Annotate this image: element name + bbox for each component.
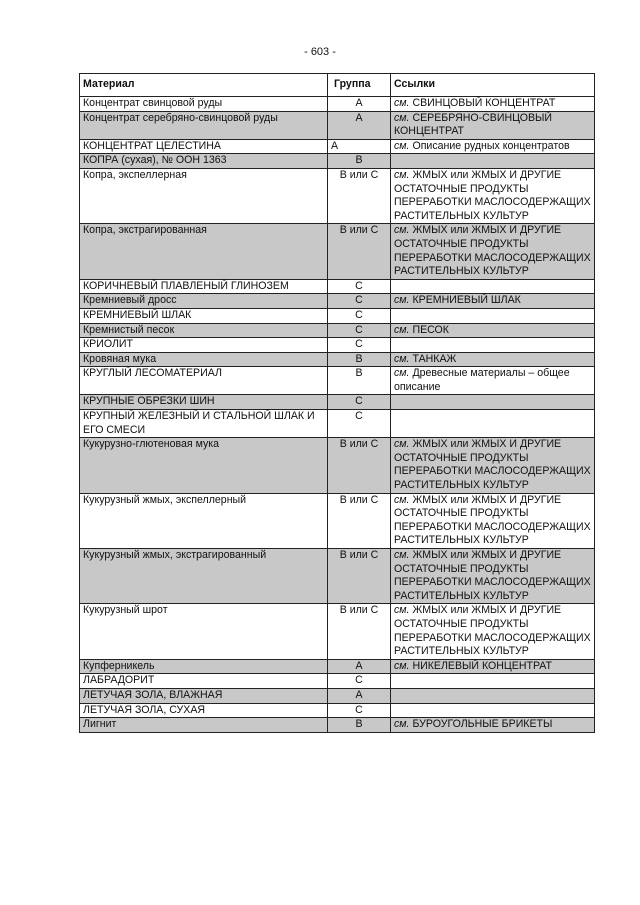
group-cell: C xyxy=(328,703,391,718)
refs-cell xyxy=(391,97,595,112)
see-also-marker: см. xyxy=(394,97,410,109)
material-cell: Кремниевый дросс xyxy=(80,294,328,309)
group-cell: A xyxy=(328,111,391,139)
reference-text: ЖМЫХ или ЖМЫХ И ДРУГИЕ ОСТАТОЧНЫЕ ПРОДУКТЫ ПЕРЕРАБОТКИ МАСЛОСОДЕРЖАЩИХ РАСТИТЕЛЬНЫХ КУЛЬТУР xyxy=(394,549,591,602)
group-cell: A xyxy=(328,659,391,674)
group-cell: B xyxy=(328,367,391,395)
group-cell: B xyxy=(328,352,391,367)
material-cell: КОРИЧНЕВЫЙ ПЛАВЛЕНЫЙ ГЛИНОЗЕМ xyxy=(80,279,328,294)
group-cell: B или C xyxy=(328,604,391,659)
group-cell: C xyxy=(328,294,391,309)
table-row xyxy=(80,154,595,169)
material-cell: Концентрат серебряно-свинцовой руды xyxy=(80,111,328,139)
see-also-marker: см. xyxy=(394,367,410,380)
refs-cell xyxy=(391,703,595,718)
material-cell: Кремнистый песок xyxy=(80,323,328,338)
material-cell: ЛАБРАДОРИТ xyxy=(80,674,328,689)
material-cell: КРУПНЫЕ ОБРЕЗКИ ШИН xyxy=(80,395,328,410)
see-also-marker: см. xyxy=(394,111,410,124)
material-cell: Копра, экстрагированная xyxy=(80,224,328,279)
refs-cell xyxy=(391,718,595,733)
refs-cell xyxy=(391,549,595,604)
refs-cell xyxy=(391,395,595,410)
reference-text: СЕРЕБРЯНО-СВИНЦОВЫЙ КОНЦЕНТРАТ xyxy=(394,111,553,138)
reference-text: ЖМЫХ или ЖМЫХ И ДРУГИЕ ОСТАТОЧНЫЕ ПРОДУКТЫ ПЕРЕРАБОТКИ МАСЛОСОДЕРЖАЩИХ РАСТИТЕЛЬНЫХ КУЛЬТУР xyxy=(394,493,591,547)
refs-cell xyxy=(391,688,595,703)
refs-cell xyxy=(391,308,595,323)
refs-cell xyxy=(391,604,595,659)
group-cell: C xyxy=(328,338,391,353)
group-cell: B или C xyxy=(328,168,391,223)
group-cell: B или C xyxy=(328,438,391,493)
table-row xyxy=(80,367,595,395)
refs-cell xyxy=(391,224,595,279)
material-cell: КРЕМНИЕВЫЙ ШЛАК xyxy=(80,308,328,323)
table-row xyxy=(80,438,595,493)
see-also-marker: см. xyxy=(394,659,410,672)
reference-text: ЖМЫХ или ЖМЫХ И ДРУГИЕ ОСТАТОЧНЫЕ ПРОДУКТЫ ПЕРЕРАБОТКИ МАСЛОСОДЕРЖАЩИХ РАСТИТЕЛЬНЫХ КУЛЬТУР xyxy=(394,604,591,658)
refs-cell xyxy=(391,168,595,223)
refs-cell xyxy=(391,410,595,438)
group-cell: B xyxy=(328,718,391,733)
refs-cell xyxy=(391,367,595,395)
table-row xyxy=(80,395,595,410)
material-cell: КРИОЛИТ xyxy=(80,338,328,353)
materials-table xyxy=(79,73,595,733)
page-number: - 603 - xyxy=(304,46,336,58)
group-cell: C xyxy=(328,395,391,410)
table-row xyxy=(80,549,595,604)
table-row xyxy=(80,97,595,112)
see-also-marker: см. xyxy=(394,224,410,237)
material-cell: КОПРА (сухая), № ООН 1363 xyxy=(80,154,328,169)
see-also-marker: см. xyxy=(394,323,410,336)
group-cell: C xyxy=(328,279,391,294)
see-also-marker: см. xyxy=(394,493,410,506)
refs-cell xyxy=(391,659,595,674)
reference-text: КРЕМНИЕВЫЙ ШЛАК xyxy=(409,294,521,307)
table-row xyxy=(80,352,595,367)
table-row xyxy=(80,493,595,548)
see-also-marker: см. xyxy=(394,352,410,365)
material-cell: Концентрат свинцовой руды xyxy=(80,97,328,112)
material-cell: ЛЕТУЧАЯ ЗОЛА, ВЛАЖНАЯ xyxy=(80,688,328,703)
group-cell: B или C xyxy=(328,549,391,604)
group-cell: A xyxy=(328,97,391,112)
group-cell: B или C xyxy=(328,224,391,279)
reference-text: Древесные материалы – общее описание xyxy=(394,367,570,393)
table-row xyxy=(80,139,595,154)
group-cell: C xyxy=(328,323,391,338)
material-cell: КОНЦЕНТРАТ ЦЕЛЕСТИНА xyxy=(80,139,328,154)
refs-cell xyxy=(391,438,595,493)
refs-cell xyxy=(391,294,595,309)
material-cell: Копра, экспеллерная xyxy=(80,168,328,223)
refs-cell xyxy=(391,352,595,367)
group-cell: C xyxy=(328,674,391,689)
material-cell: Кукурузный жмых, экспеллерный xyxy=(80,493,328,548)
see-also-marker: см. xyxy=(394,294,410,307)
refs-cell xyxy=(391,323,595,338)
table-row xyxy=(80,659,595,674)
refs-cell xyxy=(391,338,595,353)
group-cell: B xyxy=(328,154,391,169)
see-also-marker: см. xyxy=(394,168,410,181)
table-row xyxy=(80,688,595,703)
refs-cell xyxy=(391,111,595,139)
header-group: Группа xyxy=(328,74,391,97)
table-header-row xyxy=(80,74,595,97)
reference-text: БУРОУГОЛЬНЫЕ БРИКЕТЫ xyxy=(409,718,553,731)
table-row xyxy=(80,674,595,689)
table-row xyxy=(80,338,595,353)
table-row xyxy=(80,604,595,659)
table-row xyxy=(80,279,595,294)
material-cell: Кукурузно-глютеновая мука xyxy=(80,438,328,493)
refs-cell xyxy=(391,154,595,169)
reference-text: НИКЕЛЕВЫЙ КОНЦЕНТРАТ xyxy=(409,659,553,672)
material-cell: Лигнит xyxy=(80,718,328,733)
reference-text: ЖМЫХ или ЖМЫХ И ДРУГИЕ ОСТАТОЧНЫЕ ПРОДУКТЫ ПЕРЕРАБОТКИ МАСЛОСОДЕРЖАЩИХ РАСТИТЕЛЬНЫХ КУЛЬТУР xyxy=(394,168,591,222)
table-row xyxy=(80,308,595,323)
header-material: Материал xyxy=(80,74,328,97)
refs-cell xyxy=(391,674,595,689)
material-cell: ЛЕТУЧАЯ ЗОЛА, СУХАЯ xyxy=(80,703,328,718)
refs-cell xyxy=(391,493,595,548)
see-also-marker: см. xyxy=(394,718,410,731)
group-cell: A xyxy=(328,688,391,703)
table-row xyxy=(80,224,595,279)
group-cell: B или C xyxy=(328,493,391,548)
material-cell: КРУГЛЫЙ ЛЕСОМАТЕРИАЛ xyxy=(80,367,328,395)
see-also-marker: см. xyxy=(394,549,410,561)
reference-text: Описание рудных концентратов xyxy=(409,139,570,152)
material-cell: Кукурузный шрот xyxy=(80,604,328,659)
reference-text: ПЕСОК xyxy=(409,323,449,336)
material-cell: Купферникель xyxy=(80,659,328,674)
reference-text: ЖМЫХ или ЖМЫХ И ДРУГИЕ ОСТАТОЧНЫЕ ПРОДУКТЫ ПЕРЕРАБОТКИ МАСЛОСОДЕРЖАЩИХ РАСТИТЕЛЬНЫХ КУЛЬТУР xyxy=(394,224,591,278)
refs-cell xyxy=(391,139,595,154)
material-cell: КРУПНЫЙ ЖЕЛЕЗНЫЙ И СТАЛЬНОЙ ШЛАК И ЕГО СМЕСИ xyxy=(80,410,328,438)
group-cell: C xyxy=(328,308,391,323)
reference-text: ТАНКАЖ xyxy=(409,352,457,365)
refs-cell xyxy=(391,279,595,294)
header-refs: Ссылки xyxy=(391,74,595,97)
table-body xyxy=(80,97,595,733)
table-row xyxy=(80,410,595,438)
table-row xyxy=(80,323,595,338)
table-row xyxy=(80,168,595,223)
group-cell: A xyxy=(328,139,391,154)
material-cell: Кукурузный жмых, экстрагированный xyxy=(80,549,328,604)
table-row xyxy=(80,718,595,733)
see-also-marker: см. xyxy=(394,438,410,451)
reference-text: ЖМЫХ или ЖМЫХ И ДРУГИЕ ОСТАТОЧНЫЕ ПРОДУКТЫ ПЕРЕРАБОТКИ МАСЛОСОДЕРЖАЩИХ РАСТИТЕЛЬНЫХ КУЛЬТУР xyxy=(394,438,591,492)
see-also-marker: см. xyxy=(394,604,410,617)
group-cell: C xyxy=(328,410,391,438)
table-row xyxy=(80,703,595,718)
reference-text: СВИНЦОВЫЙ КОНЦЕНТРАТ xyxy=(409,97,556,109)
material-cell: Кровяная мука xyxy=(80,352,328,367)
see-also-marker: см. xyxy=(394,139,410,152)
table-row xyxy=(80,111,595,139)
table-row xyxy=(80,294,595,309)
